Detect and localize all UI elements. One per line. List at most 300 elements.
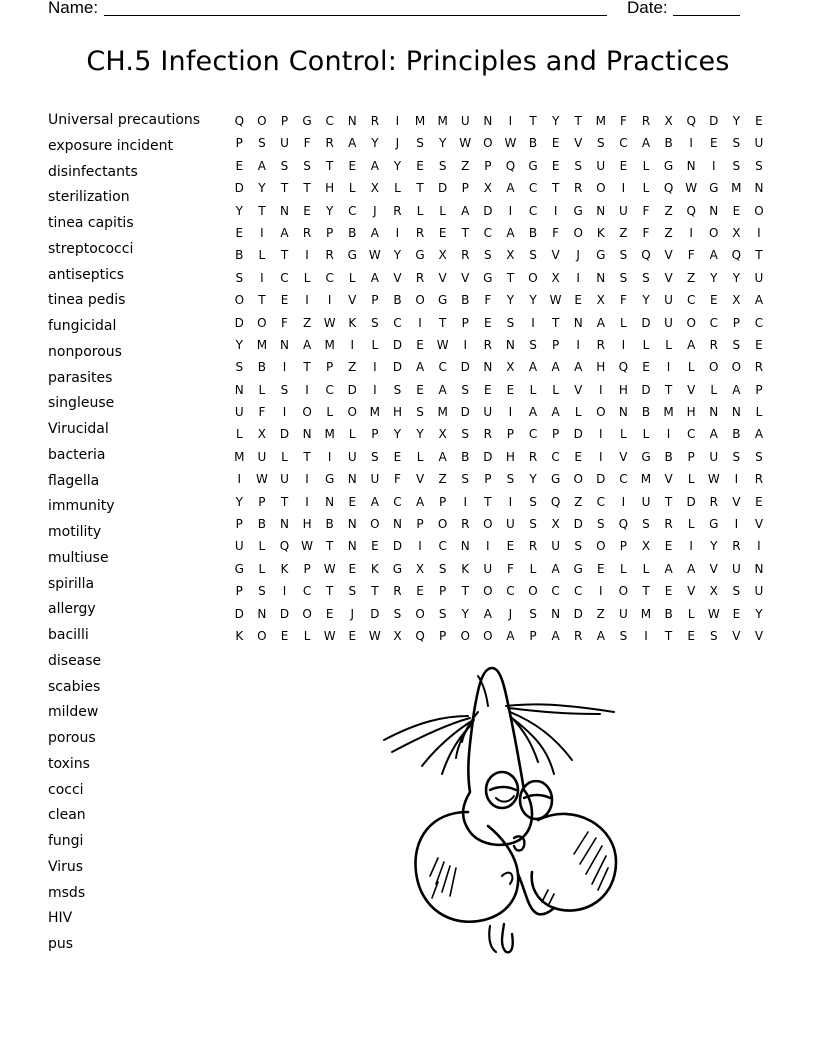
grid-letter: I (666, 427, 671, 442)
grid-letter: L (755, 405, 763, 420)
grid-letter: Y (416, 427, 424, 442)
grid-letter: Q (686, 203, 696, 218)
grid-letter: T (326, 584, 334, 599)
grid-letter: B (664, 606, 673, 621)
grid-letter: O (257, 315, 267, 330)
grid-letter: Q (663, 181, 674, 196)
grid-letter: X (438, 248, 447, 263)
grid-letter: S (416, 405, 424, 420)
grid-letter: Z (461, 158, 470, 173)
grid-letter: C (393, 494, 402, 509)
grid-letter: U (596, 158, 606, 173)
grid-letter: A (257, 158, 266, 173)
grid-letter: I (689, 539, 693, 554)
grid-letter: O (573, 225, 583, 240)
grid-letter: N (731, 405, 741, 420)
grid-letter: G (573, 561, 583, 576)
grid-letter: N (279, 337, 289, 352)
grid-letter: A (709, 427, 718, 442)
grid-letter: Q (618, 360, 629, 375)
grid-letter: E (348, 561, 357, 576)
grid-letter: I (395, 225, 400, 240)
grid-letter: R (574, 628, 583, 643)
grid-letter: S (732, 449, 741, 464)
grid-letter: X (506, 360, 515, 375)
grid-letter: W (368, 628, 381, 643)
word-list-item: msds (48, 884, 86, 901)
grid-letter: Z (302, 315, 312, 330)
grid-letter: L (574, 405, 582, 420)
grid-letter: R (664, 517, 673, 532)
grid-letter: R (754, 472, 764, 487)
grid-letter: E (732, 203, 741, 218)
grid-letter: E (709, 293, 718, 308)
grid-letter: M (234, 449, 245, 464)
grid-letter: U (483, 561, 493, 576)
grid-letter: W (255, 472, 268, 487)
word-list-item: fungi (48, 833, 84, 849)
grid-letter: U (347, 449, 357, 464)
grid-letter: F (619, 114, 627, 128)
grid-letter: R (754, 360, 764, 375)
grid-letter: E (371, 539, 379, 554)
grid-letter: D (483, 449, 493, 464)
grid-letter: P (371, 427, 379, 442)
grid-letter: D (392, 360, 403, 375)
grid-letter: L (710, 382, 718, 397)
grid-letter: L (281, 449, 288, 464)
grid-letter: P (755, 382, 763, 397)
grid-letter: L (303, 270, 311, 285)
grid-letter: S (393, 606, 402, 621)
grid-letter: P (484, 472, 492, 487)
grid-letter: E (280, 628, 289, 643)
grid-letter: E (709, 136, 718, 151)
grid-letter: U (641, 494, 651, 509)
grid-letter: O (596, 181, 606, 196)
grid-letter: D (370, 606, 380, 621)
grid-letter: I (666, 360, 671, 375)
grid-letter: I (599, 382, 603, 397)
grid-letter: O (596, 539, 606, 554)
grid-letter: O (483, 584, 493, 599)
grid-letter: N (460, 539, 470, 554)
grid-letter: S (506, 472, 515, 487)
grid-letter: F (394, 472, 401, 487)
grid-letter: C (596, 494, 605, 509)
grid-letter: R (483, 427, 492, 442)
grid-letter: E (416, 382, 424, 397)
grid-letter: T (371, 584, 379, 599)
grid-letter: U (754, 136, 764, 151)
grid-letter: P (551, 427, 560, 442)
grid-letter: S (280, 382, 289, 397)
grid-letter: B (461, 449, 470, 464)
grid-letter: R (415, 270, 425, 285)
grid-letter: T (755, 248, 763, 263)
grid-letter: D (573, 427, 583, 442)
grid-letter: E (416, 584, 424, 599)
grid-letter: S (755, 449, 763, 464)
grid-letter: A (709, 248, 718, 263)
grid-letter: L (687, 472, 695, 487)
grid-letter: I (418, 315, 422, 330)
grid-letter: N (347, 472, 357, 487)
grid-letter: J (508, 606, 513, 621)
grid-letter: L (258, 539, 266, 554)
grid-letter: I (599, 584, 603, 599)
word-list-item: parasites (48, 369, 113, 386)
grid-letter: G (550, 472, 561, 487)
grid-letter: N (483, 360, 493, 375)
grid-letter: P (439, 628, 447, 643)
grid-letter: B (664, 449, 673, 464)
grid-letter: A (732, 382, 741, 397)
grid-letter: G (596, 248, 606, 263)
grid-letter: N (325, 494, 335, 509)
grid-letter: Y (732, 270, 741, 285)
grid-letter: Y (371, 136, 379, 151)
grid-letter: S (280, 158, 289, 173)
grid-letter: B (641, 405, 651, 420)
grid-letter: W (707, 472, 720, 487)
grid-letter: X (551, 517, 560, 532)
grid-letter: C (709, 315, 718, 330)
grid-letter: V (754, 517, 764, 532)
grid-letter: D (483, 203, 493, 218)
grid-letter: O (370, 517, 380, 532)
date-label: Date: (627, 0, 668, 17)
right-eye (520, 781, 552, 819)
grid-letter: G (709, 181, 719, 196)
grid-letter: P (326, 225, 334, 240)
grid-letter: S (371, 315, 379, 330)
grid-letter: C (483, 225, 493, 240)
grid-letter: L (348, 427, 356, 442)
grid-letter: T (303, 360, 311, 375)
grid-letter: C (574, 584, 583, 599)
word-list-item: scabies (48, 678, 101, 695)
grid-letter: U (234, 405, 244, 420)
grid-letter: E (484, 315, 492, 330)
grid-letter: V (415, 472, 425, 487)
grid-letter: M (414, 114, 426, 128)
grid-letter: L (529, 561, 537, 576)
grid-letter: Y (710, 539, 718, 554)
grid-letter: O (415, 606, 425, 621)
grid-letter: S (619, 628, 628, 643)
grid-letter: Y (438, 136, 447, 151)
grid-letter: S (348, 584, 357, 599)
grid-letter: X (393, 628, 402, 643)
grid-letter: A (596, 315, 605, 330)
grid-letter: U (370, 472, 380, 487)
word-list-item: sterilization (48, 189, 130, 206)
grid-letter: T (258, 293, 266, 308)
grid-letter: Y (755, 606, 763, 621)
grid-letter: Y (710, 270, 718, 285)
grid-letter: S (303, 158, 311, 173)
word-list-item: spirilla (48, 575, 95, 592)
grid-letter: F (281, 315, 288, 330)
grid-letter: X (664, 114, 673, 128)
grid-letter: R (483, 337, 492, 352)
grid-letter: T (642, 584, 650, 599)
grid-letter: S (755, 158, 763, 173)
grid-letter: N (505, 337, 515, 352)
grid-letter: K (596, 225, 605, 240)
grid-letter: G (483, 270, 493, 285)
grid-letter: T (574, 114, 582, 128)
grid-letter: S (235, 270, 244, 285)
grid-letter: E (755, 494, 763, 509)
grid-letter: T (416, 181, 424, 196)
grid-letter: S (732, 584, 741, 599)
grid-letter: D (392, 337, 403, 352)
grid-letter: T (280, 248, 289, 263)
grid-letter: R (393, 584, 402, 599)
grid-letter: L (258, 561, 266, 576)
grid-letter: A (370, 494, 379, 509)
grid-letter: E (597, 561, 605, 576)
grid-letter: E (664, 584, 673, 599)
grid-letter: C (528, 427, 538, 442)
grid-letter: P (461, 315, 469, 330)
grid-letter: D (234, 315, 244, 330)
grid-letter: U (664, 293, 673, 308)
grid-letter: J (350, 606, 355, 621)
grid-letter: L (642, 181, 650, 196)
grid-letter: T (551, 315, 560, 330)
grid-letter: M (324, 337, 335, 352)
grid-letter: L (642, 337, 650, 352)
word-list-item: toxins (48, 755, 90, 772)
grid-letter: V (709, 561, 718, 576)
grid-letter: B (528, 136, 538, 151)
grid-letter: C (393, 315, 402, 330)
grid-letter: U (280, 136, 289, 151)
grid-letter: L (439, 203, 446, 218)
grid-letter: I (553, 203, 558, 218)
grid-letter: D (234, 606, 244, 621)
grid-letter: M (369, 405, 381, 420)
grid-letter: V (732, 628, 741, 643)
grid-letter: P (371, 293, 379, 308)
grid-letter: P (484, 158, 492, 173)
grid-letter: M (437, 405, 448, 420)
grid-letter: V (461, 270, 470, 285)
grid-letter: R (393, 203, 402, 218)
grid-letter: N (709, 405, 719, 420)
grid-letter: D (460, 405, 470, 420)
grid-letter: I (282, 360, 287, 375)
grid-letter: I (237, 472, 242, 487)
grid-letter: I (599, 427, 603, 442)
grid-letter: W (549, 293, 562, 308)
grid-letter: F (552, 225, 560, 240)
grid-letter: P (326, 360, 334, 375)
grid-letter: A (348, 136, 357, 151)
grid-letter: N (302, 427, 312, 442)
grid-letter: I (621, 181, 626, 196)
grid-letter: S (574, 539, 583, 554)
grid-letter: U (257, 449, 267, 464)
grid-letter: O (596, 405, 606, 420)
grid-letter: L (258, 382, 266, 397)
word-list-item: nonporous (48, 343, 122, 360)
grid-letter: O (618, 584, 629, 599)
grid-letter: I (260, 225, 264, 240)
grid-letter: A (461, 203, 470, 218)
grid-letter: U (754, 270, 764, 285)
grid-letter: A (551, 405, 560, 420)
date-blank-line (673, 15, 740, 16)
grid-letter: F (303, 136, 311, 151)
grid-letter: S (371, 449, 379, 464)
grid-letter: X (438, 427, 447, 442)
grid-letter: Y (393, 248, 402, 263)
grid-letter: R (596, 337, 605, 352)
grid-letter: E (619, 158, 628, 173)
grid-letter: T (258, 203, 266, 218)
word-list-item: bacilli (48, 627, 89, 643)
grid-letter: J (576, 248, 580, 263)
grid-letter: L (416, 203, 424, 218)
grid-letter: B (257, 517, 266, 532)
grid-letter: C (348, 203, 357, 218)
grid-letter: A (551, 360, 560, 375)
grid-letter: I (350, 337, 355, 352)
grid-letter: O (483, 628, 493, 643)
grid-letter: V (754, 628, 764, 643)
hair-strands (384, 676, 614, 774)
grid-letter: V (348, 293, 357, 308)
grid-letter: G (302, 114, 312, 128)
word-list-item: flagella (48, 472, 100, 489)
grid-letter: D (438, 181, 448, 196)
grid-letter: Y (393, 427, 402, 442)
cartoon-head (463, 668, 532, 845)
grid-letter: S (461, 472, 470, 487)
grid-letter: O (234, 293, 245, 308)
word-list-item: antiseptics (48, 266, 124, 283)
grid-letter: D (641, 315, 651, 330)
grid-letter: C (686, 293, 696, 308)
grid-letter: N (596, 203, 606, 218)
grid-letter: I (260, 270, 264, 285)
grid-letter: O (460, 628, 470, 643)
grid-letter: E (438, 225, 447, 240)
grid-letter: C (438, 539, 447, 554)
grid-letter: I (373, 360, 377, 375)
grid-letter: T (551, 181, 560, 196)
grid-letter: Y (393, 158, 402, 173)
word-list-item: motility (48, 524, 102, 540)
grid-letter: O (709, 360, 719, 375)
grid-letter: P (619, 539, 628, 554)
grid-letter: R (461, 248, 470, 263)
grid-letter: Q (505, 158, 516, 173)
grid-letter: W (323, 561, 336, 576)
grid-letter: C (325, 114, 334, 128)
grid-letter: R (302, 225, 312, 240)
grid-letter: S (529, 337, 537, 352)
grid-letter: R (325, 136, 334, 151)
grid-letter: U (664, 315, 673, 330)
grid-letter: D (573, 517, 583, 532)
grid-letter: O (415, 293, 425, 308)
grid-letter: D (686, 494, 696, 509)
grid-letter: V (619, 449, 628, 464)
grid-letter: A (551, 561, 560, 576)
grid-letter: E (280, 293, 289, 308)
grid-letter: N (551, 606, 561, 621)
grid-letter: P (732, 315, 740, 330)
grid-letter: O (483, 136, 493, 151)
grid-letter: Y (258, 181, 266, 196)
grid-letter: B (664, 136, 673, 151)
grid-letter: S (732, 337, 741, 352)
grid-letter: D (641, 382, 651, 397)
grid-letter: S (642, 517, 650, 532)
grid-letter: Y (732, 114, 741, 128)
grid-letter: A (641, 136, 651, 151)
grid-letter: V (687, 382, 696, 397)
grid-letter: E (393, 449, 402, 464)
grid-letter: S (642, 270, 650, 285)
grid-letter: T (664, 494, 673, 509)
grid-letter: C (551, 584, 560, 599)
grid-letter: O (754, 203, 764, 218)
grid-letter: E (348, 628, 357, 643)
grid-letter: U (460, 114, 470, 128)
word-list-item: Virus (48, 858, 84, 875)
grid-letter: M (731, 181, 742, 196)
word-list-item: disease (48, 652, 102, 669)
word-list-item: Universal precautions (48, 112, 201, 128)
grid-letter: B (461, 293, 470, 308)
grid-letter: Y (235, 494, 243, 509)
grid-letter: P (439, 584, 447, 599)
grid-letter: V (687, 584, 696, 599)
grid-letter: N (347, 539, 357, 554)
grid-letter: J (395, 136, 400, 151)
grid-letter: E (325, 606, 334, 621)
grid-letter: Z (438, 472, 447, 487)
grid-letter: L (326, 405, 334, 420)
grid-letter: L (235, 427, 243, 442)
grid-letter: A (302, 337, 312, 352)
word-list-item: tinea capitis (48, 215, 134, 231)
grid-letter: I (508, 405, 513, 420)
grid-letter: A (754, 293, 764, 308)
grid-letter: O (257, 114, 267, 128)
grid-letter: Q (686, 114, 696, 128)
grid-letter: L (620, 561, 627, 576)
grid-letter: A (754, 427, 764, 442)
grid-letter: D (279, 606, 290, 621)
word-list-item: mildew (48, 704, 99, 721)
grid-letter: N (257, 606, 267, 621)
grid-letter: I (711, 158, 716, 173)
word-list-item: streptococci (48, 240, 134, 257)
grid-letter: U (731, 561, 741, 576)
grid-letter: I (689, 136, 693, 151)
grid-letter: Y (506, 293, 515, 308)
grid-letter: M (663, 405, 674, 420)
grid-letter: L (687, 606, 695, 621)
grid-letter: N (347, 517, 357, 532)
